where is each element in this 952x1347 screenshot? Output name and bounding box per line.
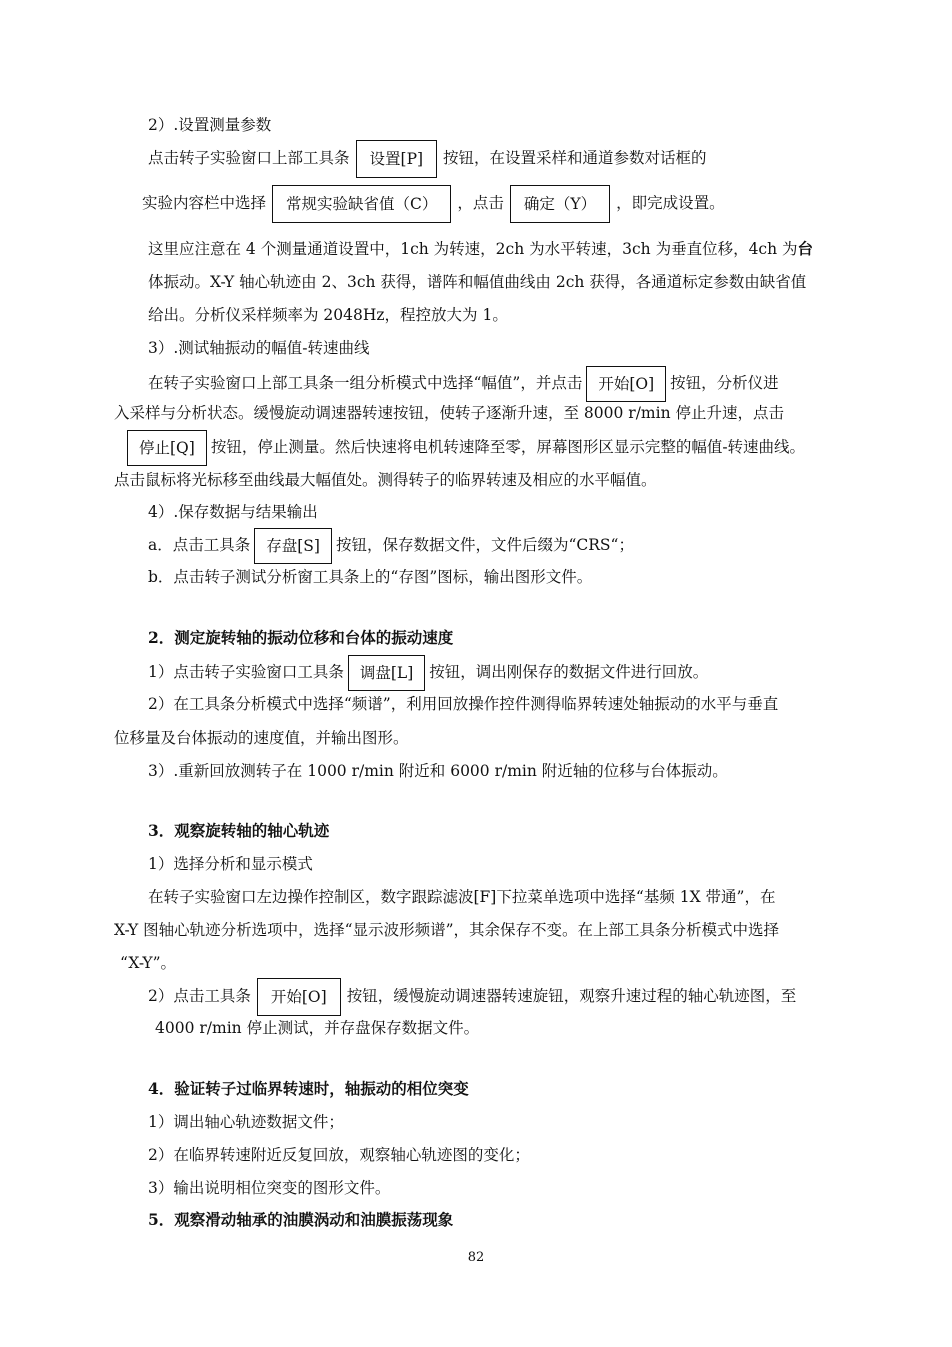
paragraph-line: 入采样与分析状态。缓慢旋动调速器转速按钮，使转子逐渐升速，至 8000 r/min 停止升速，点击 bbox=[114, 404, 784, 422]
paragraph-line: 位移量及台体振动的速度值，并输出图形。 bbox=[114, 729, 409, 747]
paragraph-line: 实验内容栏中选择 常规实验缺省值（C） ，点击 确定（Y） ，即完成设置。 bbox=[142, 185, 725, 223]
paragraph-line: 2）在工具条分析模式中选择“频谱”，利用回放操作控件测得临界转速处轴振动的水平与垂直 bbox=[148, 695, 779, 713]
step-heading: 3）.测试轴振动的幅值-转速曲线 bbox=[148, 339, 370, 357]
step-heading: 1）选择分析和显示模式 bbox=[148, 855, 313, 873]
page-number: 82 bbox=[467, 1250, 485, 1265]
confirm-button-label: 确定（Y） bbox=[510, 185, 610, 223]
step-item: 2）在临界转速附近反复回放，观察轴心轨迹图的变化； bbox=[148, 1146, 530, 1164]
paragraph-line: 点击转子实验窗口上部工具条 设置[P] 按钮，在设置采样和通道参数对话框的 bbox=[148, 140, 707, 178]
section-heading: 3．观察旋转轴的轴心轨迹 bbox=[148, 821, 330, 840]
paragraph-line: b．点击转子测试分析窗工具条上的“存图”图标，输出图形文件。 bbox=[148, 568, 593, 586]
step-item: 3）输出说明相位突变的图形文件。 bbox=[148, 1179, 391, 1197]
paragraph-line: “X-Y”。 bbox=[120, 954, 177, 972]
paragraph-line: 3）.重新回放测转子在 1000 r/min 附近和 6000 r/min 附近轴的位移与台体振动。 bbox=[148, 762, 728, 780]
section-heading: 5．观察滑动轴承的油膜涡动和油膜振荡现象 bbox=[148, 1210, 454, 1229]
section-heading: 2．测定旋转轴的振动位移和台体的振动速度 bbox=[148, 628, 454, 647]
toolbar-button-label: 设置[P] bbox=[356, 140, 438, 178]
step-heading: 4）.保存数据与结果输出 bbox=[148, 503, 318, 521]
save-button-label: 存盘[S] bbox=[254, 528, 332, 564]
paragraph-line: a．点击工具条 存盘[S] 按钮，保存数据文件，文件后缀为“CRS“； bbox=[148, 527, 634, 564]
option-label: 常规实验缺省值（C） bbox=[272, 185, 451, 223]
paragraph-line: 在转子实验窗口上部工具条一组分析模式中选择“幅值”，并点击 开始[O] 按钮，分析仪进 bbox=[148, 365, 779, 402]
section-heading: 4．验证转子过临界转速时，轴振动的相位突变 bbox=[148, 1079, 469, 1098]
paragraph-line: 点击鼠标将光标移至曲线最大幅值处。测得转子的临界转速及相应的水平幅值。 bbox=[114, 471, 657, 489]
paragraph-line: 1）点击转子实验窗口工具条 调盘[L] 按钮，调出刚保存的数据文件进行回放。 bbox=[148, 654, 708, 691]
load-button-label: 调盘[L] bbox=[348, 655, 425, 691]
step-item: 1）调出轴心轨迹数据文件； bbox=[148, 1113, 344, 1131]
step-heading: 2）.设置测量参数 bbox=[148, 116, 272, 134]
paragraph-line: X-Y 图轴心轨迹分析选项中，选择“显示波形频谱”，其余保存不变。在上部工具条分析模式中选择 bbox=[114, 921, 780, 939]
paragraph-line: 在转子实验窗口左边操作控制区，数字跟踪滤波[F]下拉菜单选项中选择“基频 1X 带通”，在 bbox=[148, 888, 776, 906]
paragraph-line: 停止[Q] 按钮，停止测量。然后快速将电机转速降至零，屏幕图形区显示完整的幅值-转速曲线。 bbox=[127, 429, 805, 466]
paragraph-line: 4000 r/min 停止测试，并存盘保存数据文件。 bbox=[155, 1019, 480, 1037]
paragraph-line: 给出。分析仪采样频率为 2048Hz，程控放大为 1。 bbox=[148, 306, 508, 324]
paragraph-line: 这里应注意在 4 个测量通道设置中，1ch 为转速，2ch 为水平转速，3ch 为垂直位移，4ch 为台 bbox=[148, 239, 814, 258]
start-button-label: 开始[O] bbox=[586, 366, 666, 402]
stop-button-label: 停止[Q] bbox=[127, 430, 207, 466]
paragraph-line: 体振动。X-Y 轴心轨迹由 2、3ch 获得，谱阵和幅值曲线由 2ch 获得，各通道标定参数由缺省值 bbox=[148, 273, 807, 291]
paragraph-line: 2）点击工具条 开始[O] 按钮，缓慢旋动调速器转速旋钮，观察升速过程的轴心轨迹图，至 bbox=[148, 978, 796, 1016]
start-button-label: 开始[O] bbox=[257, 978, 341, 1016]
